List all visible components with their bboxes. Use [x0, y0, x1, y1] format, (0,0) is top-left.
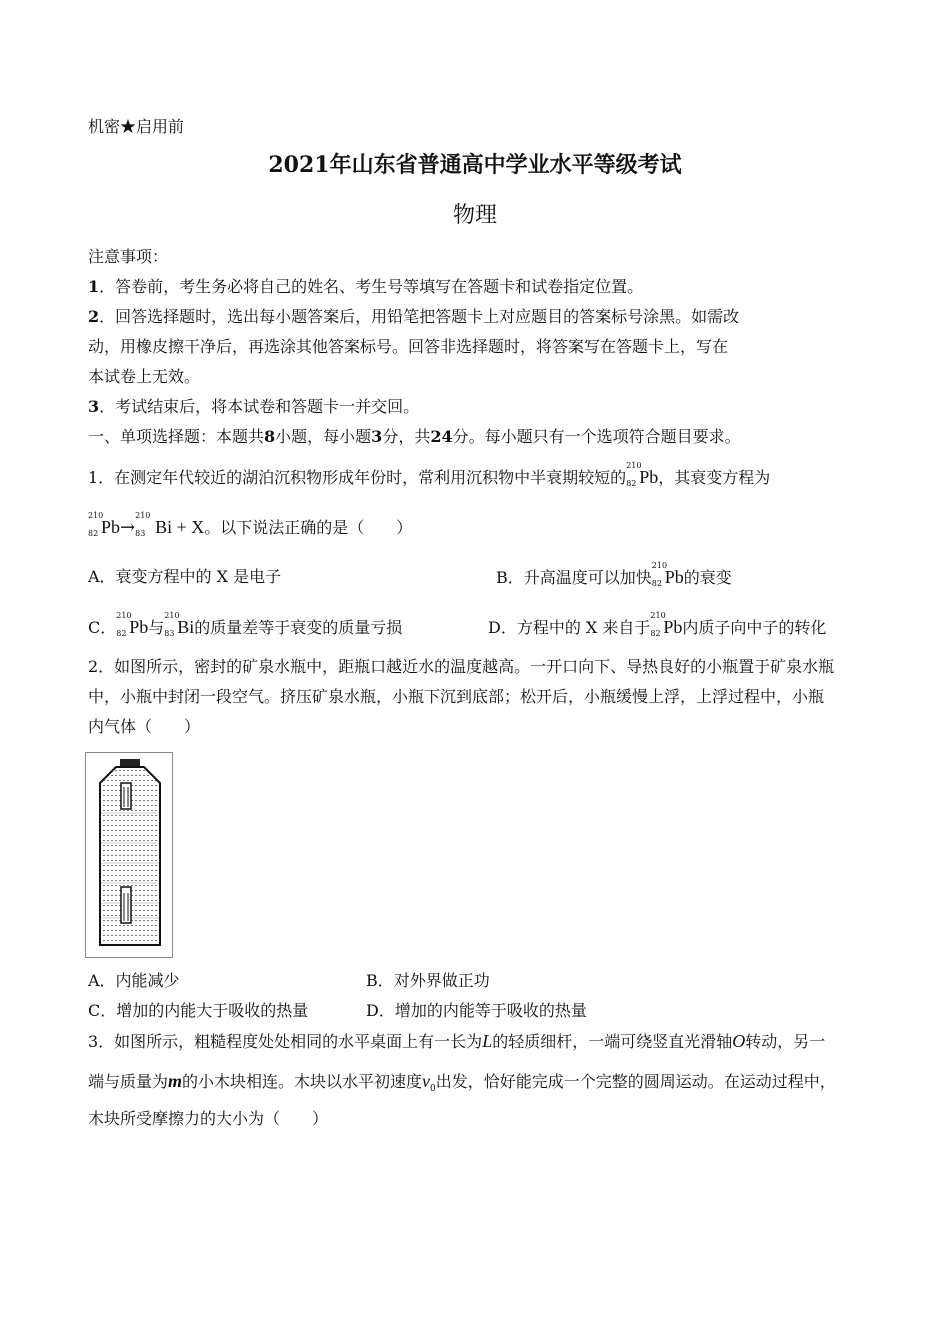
equation-plus-x: + X	[176, 517, 205, 537]
var-v-subscript: 0	[430, 1084, 436, 1095]
q2-option-d: D．增加的内能等于吸收的热量	[366, 1001, 587, 1020]
section-1-text-d: 分。每小题只有一个选项符合题目要求。	[452, 427, 741, 446]
nuclide-pb	[650, 611, 683, 639]
nuclide-mass: 210	[626, 461, 642, 470]
note-2-line3: 本试卷上无效。	[88, 367, 201, 386]
note-1-text: ．答卷前，考生务必将自己的姓名、考生号等填写在答题卡和试卷指定位置。	[99, 277, 644, 296]
q1-text-2-end: 。以下说法正确的是（ ）	[204, 518, 413, 537]
subject-title: 物理	[452, 203, 497, 228]
nuclide-pb	[626, 461, 659, 489]
q3-text-1a: 3．如图所示，粗糙程度处处相同的水平桌面上有一长为	[88, 1032, 483, 1051]
section-1-count: 8	[264, 427, 276, 446]
small-vial-bottom	[121, 887, 131, 923]
nuclide-symbol: Pb	[663, 617, 683, 637]
nuclide-atomic-number: 82	[650, 629, 661, 638]
q2-stem-line2: 中，小瓶中封闭一段空气。挤压矿泉水瓶，小瓶下沉到底部；松开后，小瓶缓慢上浮，上浮过程中，小瓶	[88, 687, 825, 706]
q1-option-d-text: D．方程中的 X 来自于	[488, 618, 651, 637]
nuclide-symbol: Pb	[664, 567, 684, 587]
confidential-label: 机密★启用前	[88, 117, 185, 136]
q1-option-b	[496, 561, 732, 589]
section-1-text-a: 一、单项选择题：本题共	[88, 427, 265, 446]
q2-option-c: C．增加的内能大于吸收的热量	[88, 1001, 309, 1020]
note-2	[88, 306, 739, 328]
nuclide-bi	[135, 511, 173, 539]
nuclide-mass: 210	[164, 611, 180, 620]
notes-heading: 注意事项：	[88, 247, 169, 266]
nuclide-atomic-number: 82	[88, 529, 99, 538]
q1-option-c	[88, 611, 403, 639]
nuclide-mass: 210	[88, 511, 104, 520]
nuclide-atomic-number: 82	[116, 629, 127, 638]
q1-option-b-text-end: 的衰变	[683, 568, 732, 587]
q3-text-2b: 的小木块相连。木块以水平初速度	[182, 1072, 423, 1091]
nuclide-bi	[164, 611, 195, 639]
var-L: L	[482, 1031, 493, 1051]
nuclide-pb	[651, 561, 684, 589]
q1-option-c-label: C．	[88, 618, 117, 637]
nuclide-mass: 210	[651, 561, 668, 570]
nuclide-symbol: Pb	[639, 467, 659, 487]
q1-option-c-text: 的质量差等于衰变的质量亏损	[194, 618, 403, 637]
q2-stem-line3: 内气体（ ）	[88, 717, 201, 736]
var-O: O	[732, 1031, 746, 1051]
section-1-text-c: 分，共	[382, 427, 431, 446]
nuclide-symbol: Bi	[177, 617, 195, 637]
nuclide-mass: 210	[135, 511, 151, 520]
bottle-cap	[120, 759, 140, 767]
q3-text-2a: 端与质量为	[88, 1072, 169, 1091]
q1-stem-line1	[88, 461, 771, 489]
q2-option-a: A．内能减少	[88, 971, 180, 990]
q1-option-d	[488, 611, 827, 639]
q3-text-1b: 的轻质细杆，一端可绕竖直光滑轴	[492, 1032, 733, 1051]
q1-text-1-end: ，其衰变方程为	[658, 468, 771, 487]
nuclide-atomic-number: 82	[651, 579, 662, 588]
q1-text-1: 1．在测定年代较近的湖泊沉积物形成年份时，常利用沉积物中半衰期较短的	[88, 468, 627, 487]
nuclide-symbol: Bi	[155, 517, 173, 537]
q1-option-c-mid: 与	[148, 618, 165, 637]
q3-text-1c: 转动，另一	[745, 1032, 826, 1051]
note-2-number: 2	[88, 307, 100, 326]
note-3-number: 3	[88, 397, 100, 416]
q3-stem-line1	[88, 1030, 825, 1053]
q3-text-2c: 出发，恰好能完成一个完整的圆周运动。在运动过程中，	[435, 1072, 836, 1091]
section-1-text-b: 小题，每小题	[275, 427, 372, 446]
note-1-number: 1	[88, 277, 100, 296]
nuclide-mass: 210	[650, 611, 666, 620]
nuclide-atomic-number: 83	[135, 529, 146, 538]
q2-option-b: B．对外界做正功	[366, 971, 490, 990]
nuclide-pb	[116, 611, 149, 639]
section-1-heading	[88, 426, 741, 448]
q1-option-a: A．衰变方程中的 X 是电子	[88, 567, 282, 586]
note-1	[88, 276, 643, 298]
nuclide-atomic-number: 82	[626, 479, 637, 488]
small-vial-top	[121, 783, 131, 809]
note-3-text: ．考试结束后，将本试卷和答题卡一并交回。	[99, 397, 420, 416]
nuclide-mass: 210	[116, 611, 132, 620]
nuclide-symbol: Pb	[101, 517, 121, 537]
exam-title: 2021年山东省普通高中学业水平等级考试	[268, 152, 682, 178]
bottle-figure	[85, 752, 173, 958]
q1-option-d-text-end: 内质子向中子的转化	[682, 618, 827, 637]
note-2-line2: 动，用橡皮擦干净后，再选涂其他答案标号。回答非选择题时，将答案写在答题卡上，写在	[88, 337, 729, 356]
note-3	[88, 396, 419, 418]
section-1-points-total: 24	[430, 427, 453, 446]
nuclide-pb	[88, 511, 121, 539]
q1-option-b-text: B．升高温度可以加快	[496, 568, 652, 587]
nuclide-atomic-number: 83	[164, 629, 175, 638]
reaction-arrow: →	[120, 517, 136, 538]
var-v: v	[422, 1071, 431, 1091]
note-2-text: ．回答选择题时，选出每小题答案后，用铅笔把答题卡上对应题目的答案标号涂黑。如需改	[99, 307, 740, 326]
nuclide-symbol: Pb	[129, 617, 149, 637]
q2-stem-line1: 2．如图所示，密封的矿泉水瓶中，距瓶口越近水的温度越高。一开口向下、导热良好的小瓶置于矿泉水瓶	[88, 657, 835, 676]
bottle-diagram	[86, 753, 172, 957]
q3-stem-line2	[88, 1070, 836, 1100]
section-1-points-each: 3	[371, 427, 383, 446]
q1-equation-line	[88, 511, 413, 539]
var-m: m	[168, 1071, 183, 1091]
q3-stem-line3: 木块所受摩擦力的大小为（ ）	[88, 1109, 329, 1128]
